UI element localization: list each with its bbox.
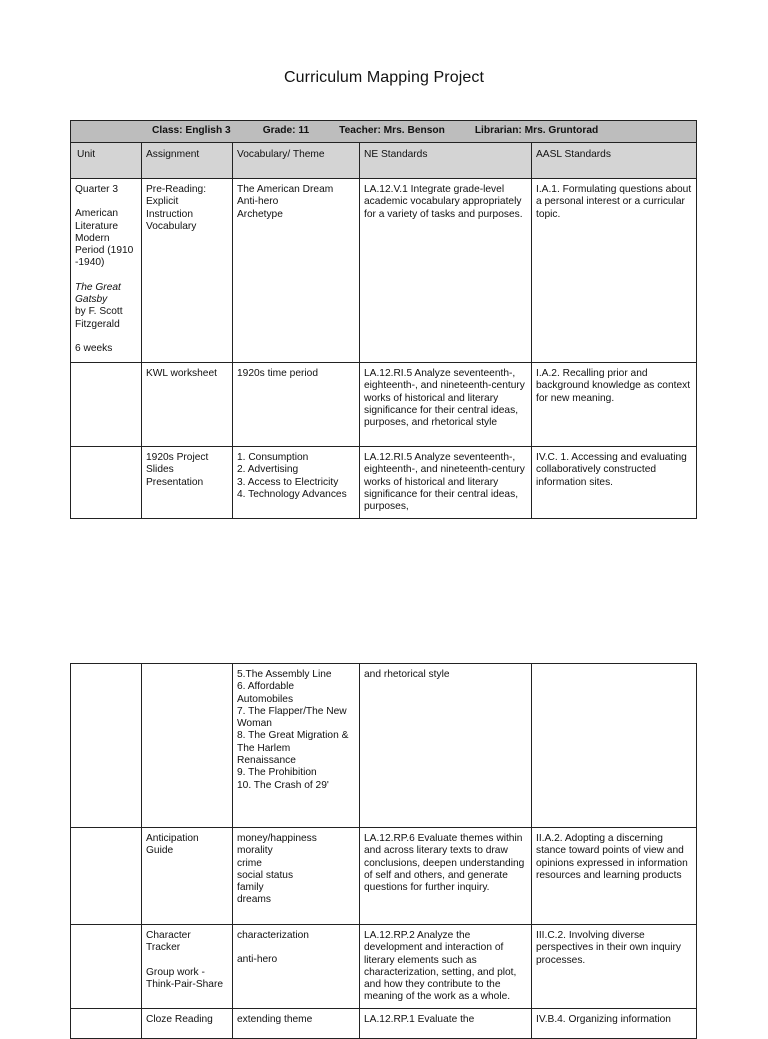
table-row (71, 179, 697, 363)
ne-standard-cell: LA.12.RI.5 Analyze seventeenth-, eighteenth-, and nineteenth-century works of historical and literary significance for their central ideas, purposes, and rhetorical style (360, 363, 532, 447)
vocabulary-cell: The American Dream Anti-hero Archetype (233, 179, 360, 363)
ne-standard-cell: and rhetorical style (360, 664, 532, 828)
header-assignment: Assignment (142, 143, 233, 179)
assignment-cell: 1920s Project Slides Presentation (142, 447, 233, 519)
ne-standard-cell: LA.12.RP.1 Evaluate the (360, 1009, 532, 1039)
book-title: The Great (75, 281, 121, 293)
vocabulary-cell: extending theme (233, 1009, 360, 1039)
table-row (71, 828, 697, 925)
table-row (71, 664, 697, 828)
aasl-standard-cell: I.A.2. Recalling prior and background knowledge as context for new meaning. (532, 363, 697, 447)
header-vocabulary: Vocabulary/ Theme (233, 143, 360, 179)
aasl-standard-cell: I.A.1. Formulating questions about a personal interest or a curricular topic. (532, 179, 697, 363)
vocabulary-cell: money/happiness morality crime social status family dreams (233, 828, 360, 925)
page-title: Curriculum Mapping Project (283, 69, 484, 86)
aasl-standard-cell: III.C.2. Involving diverse perspectives in their own inquiry processes. (532, 925, 697, 1009)
curriculum-table-part-2 (70, 663, 697, 1039)
table-row (71, 363, 697, 447)
grade-label: Grade: 11 (262, 125, 310, 136)
aasl-standard-cell: II.A.2. Adopting a discerning stance toward points of view and opinions expressed in information resources and learning products (532, 828, 697, 925)
assignment-cell: Pre-Reading: Explicit Instruction Vocabulary (142, 179, 233, 363)
aasl-standard-cell: IV.C. 1. Accessing and evaluating collaboratively constructed information sites. (532, 447, 697, 519)
vocabulary-cell: 1920s time period (233, 363, 360, 447)
assignment-cell: Character Tracker Group work - Think-Pair-Share (142, 925, 233, 1009)
ne-standard-cell: LA.12.RI.5 Analyze seventeenth-, eighteenth-, and nineteenth-century works of historical and literary significance for their central ideas, purposes, (360, 447, 532, 519)
table-header-row (71, 143, 697, 179)
unit-cell: Quarter 3 American Literature Modern Period (1910 -1940) The Great Gatsby by F. Scott Fitzgerald 6 weeks (71, 179, 142, 363)
aasl-standard-cell: IV.B.4. Organizing information (532, 1009, 697, 1039)
vocabulary-cell: 1. Consumption 2. Advertising 3. Access to Electricity 4. Technology Advances (233, 447, 360, 519)
header-unit: Unit (71, 143, 142, 179)
assignment-cell: Cloze Reading (142, 1009, 233, 1039)
ne-standard-cell: LA.12.RP.2 Analyze the development and interaction of literary elements such as characterization, setting, and plot, and how they contribute to the meaning of the work as a whole. (360, 925, 532, 1009)
class-label: Class: English 3 (152, 125, 231, 136)
teacher-label: Teacher: Mrs. Benson (339, 125, 445, 136)
curriculum-table-part-1 (70, 120, 697, 519)
table-row (71, 447, 697, 519)
assignment-cell: Anticipation Guide (142, 828, 233, 925)
header-aasl-standards: AASL Standards (532, 143, 697, 179)
assignment-cell: KWL worksheet (142, 363, 233, 447)
table-row (71, 925, 697, 1009)
ne-standard-cell: LA.12.RP.6 Evaluate themes within and across literary texts to draw conclusions, deepen understanding of self and others, and generate questions for further inquiry. (360, 828, 532, 925)
vocabulary-cell: characterization anti-hero (233, 925, 360, 1009)
table-banner-row (71, 121, 697, 143)
duration: 6 weeks (75, 342, 113, 354)
librarian-label: Librarian: Mrs. Gruntorad (474, 125, 599, 136)
ne-standard-cell: LA.12.V.1 Integrate grade-level academic vocabulary appropriately for a variety of tasks and purposes. (360, 179, 532, 363)
header-ne-standards: NE Standards (360, 143, 532, 179)
vocabulary-cell: 5.The Assembly Line 6. Affordable Automobiles 7. The Flapper/The New Woman 8. The Great Migration & The Harlem Renaissance 9. The Prohibition 10. The Crash of 29' (233, 664, 360, 828)
